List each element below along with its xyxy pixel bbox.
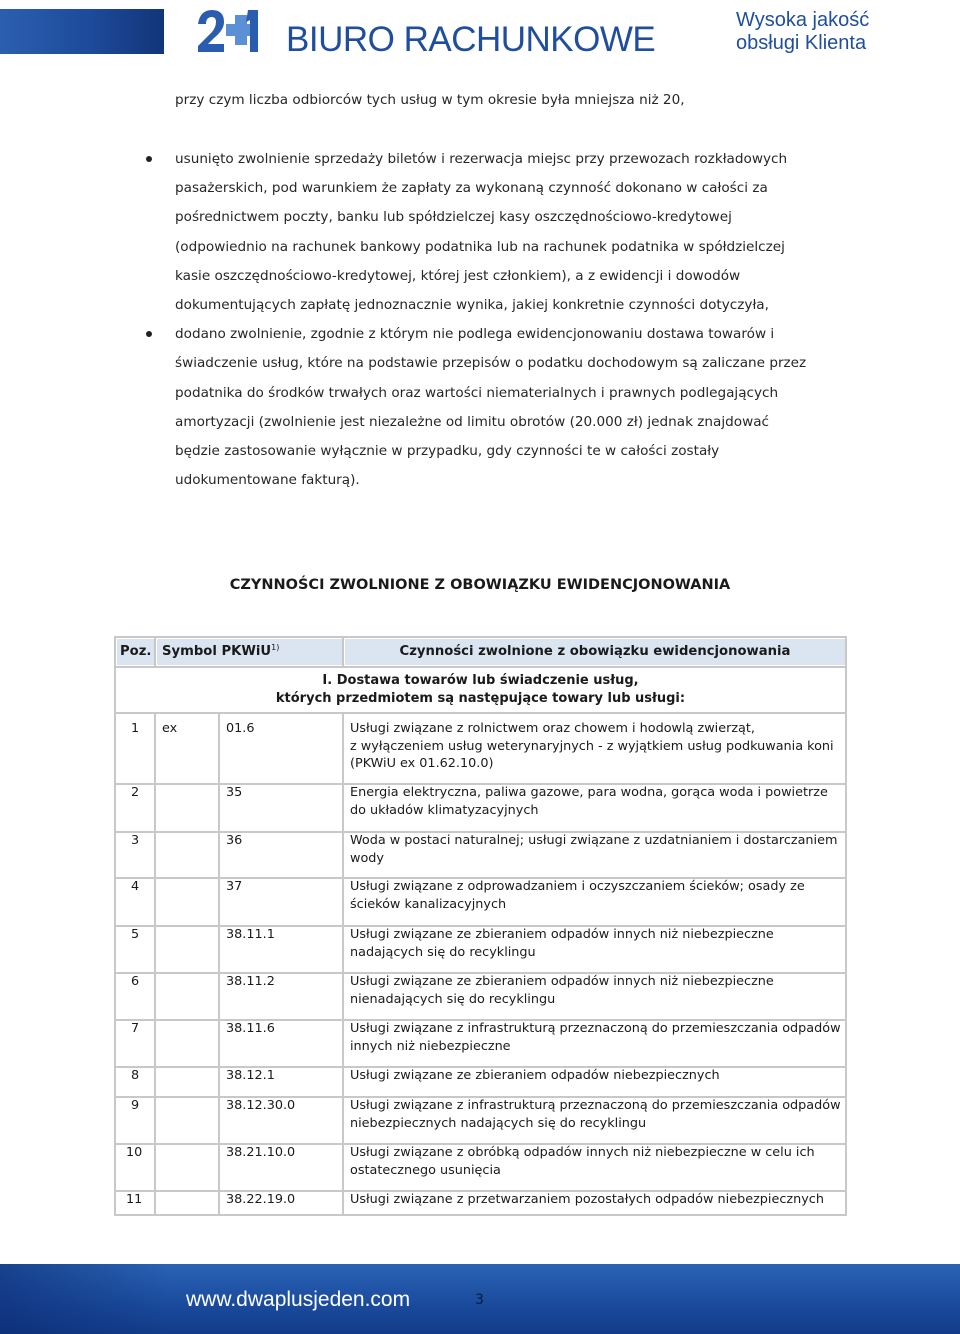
table-border bbox=[342, 636, 344, 667]
table-border bbox=[218, 712, 220, 783]
page-number: 3 bbox=[475, 1292, 484, 1308]
table-border bbox=[342, 776, 344, 831]
table-border bbox=[154, 1012, 156, 1066]
table-border bbox=[218, 1136, 220, 1190]
row-description bbox=[350, 1020, 841, 1055]
table-border bbox=[114, 1019, 847, 1021]
description-line: Usługi związane z przetwarzaniem pozostałych odpadów niebezpiecznych bbox=[350, 1192, 824, 1207]
logo-icon bbox=[196, 6, 266, 56]
table-border bbox=[114, 1096, 847, 1098]
row-description bbox=[350, 784, 828, 819]
group-title: I. Dostawa towarów lub świadczenie usług, których przedmiotem są następujące towary lub usługi: bbox=[275, 673, 686, 706]
row-position: 3 bbox=[131, 833, 140, 848]
row-position: 9 bbox=[131, 1098, 140, 1113]
row-symbol: 01.6 bbox=[226, 721, 255, 736]
table-border bbox=[114, 1214, 847, 1216]
text-line: (odpowiednio na rachunek bankowy podatnika lub na rachunek podatnika w spółdzielczej bbox=[175, 239, 785, 255]
description-line: nienadających się do recyklingu bbox=[350, 991, 556, 1007]
text-line: podatnika do środków trwałych oraz wartości niematerialnych i prawnych podlegających bbox=[175, 385, 779, 401]
table-border bbox=[154, 712, 156, 783]
row-description bbox=[350, 926, 774, 961]
row-symbol: 38.21.10.0 bbox=[226, 1145, 296, 1160]
description-line: Usługi związane ze zbieraniem odpadów niebezpiecznych bbox=[350, 1068, 720, 1083]
row-position: 1 bbox=[131, 721, 140, 736]
table-border bbox=[114, 666, 847, 668]
table-border bbox=[342, 1183, 344, 1214]
row-symbol: 38.12.30.0 bbox=[226, 1098, 296, 1113]
row-position: 6 bbox=[131, 974, 140, 989]
description-line: z wyłączeniem usług weterynaryjnych - z wyjątkiem usług podkuwania koni bbox=[350, 738, 834, 754]
footer-shade bbox=[0, 1264, 170, 1334]
tagline-line-2: obsługi Klienta bbox=[736, 32, 867, 54]
table-border bbox=[154, 776, 156, 831]
table-border bbox=[114, 972, 847, 974]
text-line: będzie zastosowanie wyłącznie w przypadku, gdy czynności te w całości zostały bbox=[175, 443, 720, 459]
description-line: niebezpiecznych nadających się do recyklingu bbox=[350, 1115, 647, 1131]
row-symbol: 38.12.1 bbox=[226, 1068, 275, 1083]
column-header-poz: Poz. bbox=[120, 644, 152, 659]
row-symbol: 37 bbox=[226, 879, 243, 894]
table-border bbox=[342, 712, 344, 783]
text-line: amortyzacji (zwolnienie jest niezależne od limitu obrotów (20.000 zł) jednak znajdować bbox=[175, 414, 770, 430]
row-description bbox=[350, 1144, 815, 1179]
description-line: Usługi związane z infrastrukturą przeznaczoną do przemieszczania odpadów bbox=[350, 1098, 841, 1113]
text-line: dokumentujących zapłatę jednoznacznie wynika, jakiej konkretnie czynności dotyczyła, bbox=[175, 297, 769, 313]
bullet-icon bbox=[146, 331, 152, 337]
table-border bbox=[218, 776, 220, 831]
page-footer bbox=[0, 1264, 960, 1334]
footer-website-link[interactable]: www.dwaplusjeden.com bbox=[186, 1288, 411, 1311]
description-line: ostatecznego usunięcia bbox=[350, 1162, 501, 1178]
table-border bbox=[218, 965, 220, 1019]
column-header-description: Czynności zwolnione z obowiązku ewidencjonowania bbox=[399, 644, 791, 659]
table-border bbox=[114, 925, 847, 927]
row-symbol: 38.11.2 bbox=[226, 974, 275, 989]
exemptions-table bbox=[114, 636, 847, 1214]
description-line: Usługi związane ze zbieraniem odpadów innych niż niebezpieczne bbox=[350, 927, 774, 942]
table-border bbox=[154, 636, 156, 667]
text-line: pośrednictwem poczty, banku lub spółdzielczej kasy oszczędnościowo-kredytowej bbox=[175, 209, 732, 225]
text-line: pasażerskich, pod warunkiem że zapłaty za wykonaną czynność dokonano w całości za bbox=[175, 180, 768, 196]
table-border bbox=[114, 1066, 847, 1068]
row-description bbox=[350, 1191, 824, 1209]
company-name: BIURO RACHUNKOWE bbox=[286, 20, 656, 59]
table-border bbox=[218, 870, 220, 925]
table-border bbox=[342, 1012, 344, 1066]
row-position: 7 bbox=[131, 1021, 140, 1036]
row-description bbox=[350, 832, 837, 867]
table-border bbox=[218, 1089, 220, 1143]
row-position: 11 bbox=[126, 1192, 143, 1207]
row-position: 2 bbox=[131, 785, 140, 800]
table-border bbox=[154, 1183, 156, 1214]
row-symbol: 38.22.19.0 bbox=[226, 1192, 296, 1207]
table-border bbox=[114, 712, 847, 714]
description-line: (PKWiU ex 01.62.10.0) bbox=[350, 756, 494, 771]
page-header bbox=[0, 0, 960, 62]
description-line: wody bbox=[350, 850, 384, 866]
table-border bbox=[342, 965, 344, 1019]
row-description bbox=[350, 1067, 720, 1085]
text-line: przy czym liczba odbiorców tych usług w tym okresie była mniejsza niż 20, bbox=[175, 92, 685, 108]
table-border bbox=[342, 1136, 344, 1190]
text-line: usunięto zwolnienie sprzedaży biletów i rezerwacja miejsc przy przewozach rozkładowych bbox=[175, 151, 788, 167]
description-line: innych niż niebezpieczne bbox=[350, 1038, 511, 1054]
row-position: 10 bbox=[126, 1145, 143, 1160]
description-line: Usługi związane z obróbką odpadów innych niż niebezpieczne w celu ich bbox=[350, 1145, 815, 1160]
row-symbol: 36 bbox=[226, 833, 243, 848]
table-border bbox=[154, 918, 156, 972]
row-symbol-prefix: ex bbox=[162, 721, 178, 736]
description-line: Usługi związane ze zbieraniem odpadów innych niż niebezpieczne bbox=[350, 974, 774, 989]
table-border bbox=[154, 965, 156, 1019]
table-border bbox=[114, 1190, 847, 1192]
description-line: Usługi związane z odprowadzaniem i oczyszczaniem ścieków; osady ze bbox=[350, 879, 805, 894]
table-border bbox=[218, 1183, 220, 1214]
table-border bbox=[342, 918, 344, 972]
row-description bbox=[350, 720, 834, 773]
table-border bbox=[114, 636, 847, 638]
header-color-band bbox=[0, 9, 164, 54]
row-description bbox=[350, 1097, 841, 1132]
table-border bbox=[114, 783, 847, 785]
table-border bbox=[114, 831, 847, 833]
table-border bbox=[154, 1136, 156, 1190]
description-line: ścieków kanalizacyjnych bbox=[350, 896, 507, 912]
table-border bbox=[114, 877, 847, 879]
description-line: Usługi związane z infrastrukturą przeznaczoną do przemieszczania odpadów bbox=[350, 1021, 841, 1036]
table-border bbox=[154, 1089, 156, 1143]
row-symbol: 38.11.1 bbox=[226, 927, 275, 942]
row-description bbox=[350, 973, 774, 1008]
section-title: CZYNNOŚCI ZWOLNIONE Z OBOWIĄZKU EWIDENCJONOWANIA bbox=[229, 577, 731, 593]
text-line: dodano zwolnienie, zgodnie z którym nie podlega ewidencjonowaniu dostawa towarów i bbox=[175, 326, 775, 342]
description-line: do układów klimatyzacyjnych bbox=[350, 802, 539, 818]
table-border bbox=[154, 870, 156, 925]
row-description bbox=[350, 878, 805, 913]
tagline-line-1: Wysoka jakość bbox=[736, 9, 870, 31]
text-line: udokumentowane fakturą). bbox=[175, 472, 360, 488]
table-border bbox=[218, 918, 220, 972]
description-line: Woda w postaci naturalnej; usługi związane z uzdatnianiem i dostarczaniem bbox=[350, 833, 838, 848]
row-position: 4 bbox=[131, 879, 140, 894]
column-header-symbol: Symbol PKWiU$^{1)}$ bbox=[162, 643, 280, 659]
row-symbol: 38.11.6 bbox=[226, 1021, 275, 1036]
table-border bbox=[342, 870, 344, 925]
tagline bbox=[736, 9, 869, 55]
description-line: nadających się do recyklingu bbox=[350, 944, 536, 960]
description-line: Usługi związane z rolnictwem oraz chowem i hodowlą zwierząt, bbox=[350, 721, 755, 736]
row-position: 5 bbox=[131, 927, 140, 942]
text-line: kasie oszczędnościowo-kredytowej, której jest członkiem), a z ewidencji i dowodów bbox=[175, 268, 741, 284]
table-border bbox=[114, 1143, 847, 1145]
bullet-icon bbox=[146, 156, 152, 162]
text-line: świadczenie usług, które na podstawie przepisów o podatku dochodowym są zaliczane przez bbox=[175, 355, 807, 371]
row-symbol: 35 bbox=[226, 785, 243, 800]
table-border bbox=[342, 1089, 344, 1143]
description-line: Energia elektryczna, paliwa gazowe, para wodna, gorąca woda i powietrze bbox=[350, 785, 828, 800]
row-position: 8 bbox=[131, 1068, 140, 1083]
table-border bbox=[218, 1012, 220, 1066]
